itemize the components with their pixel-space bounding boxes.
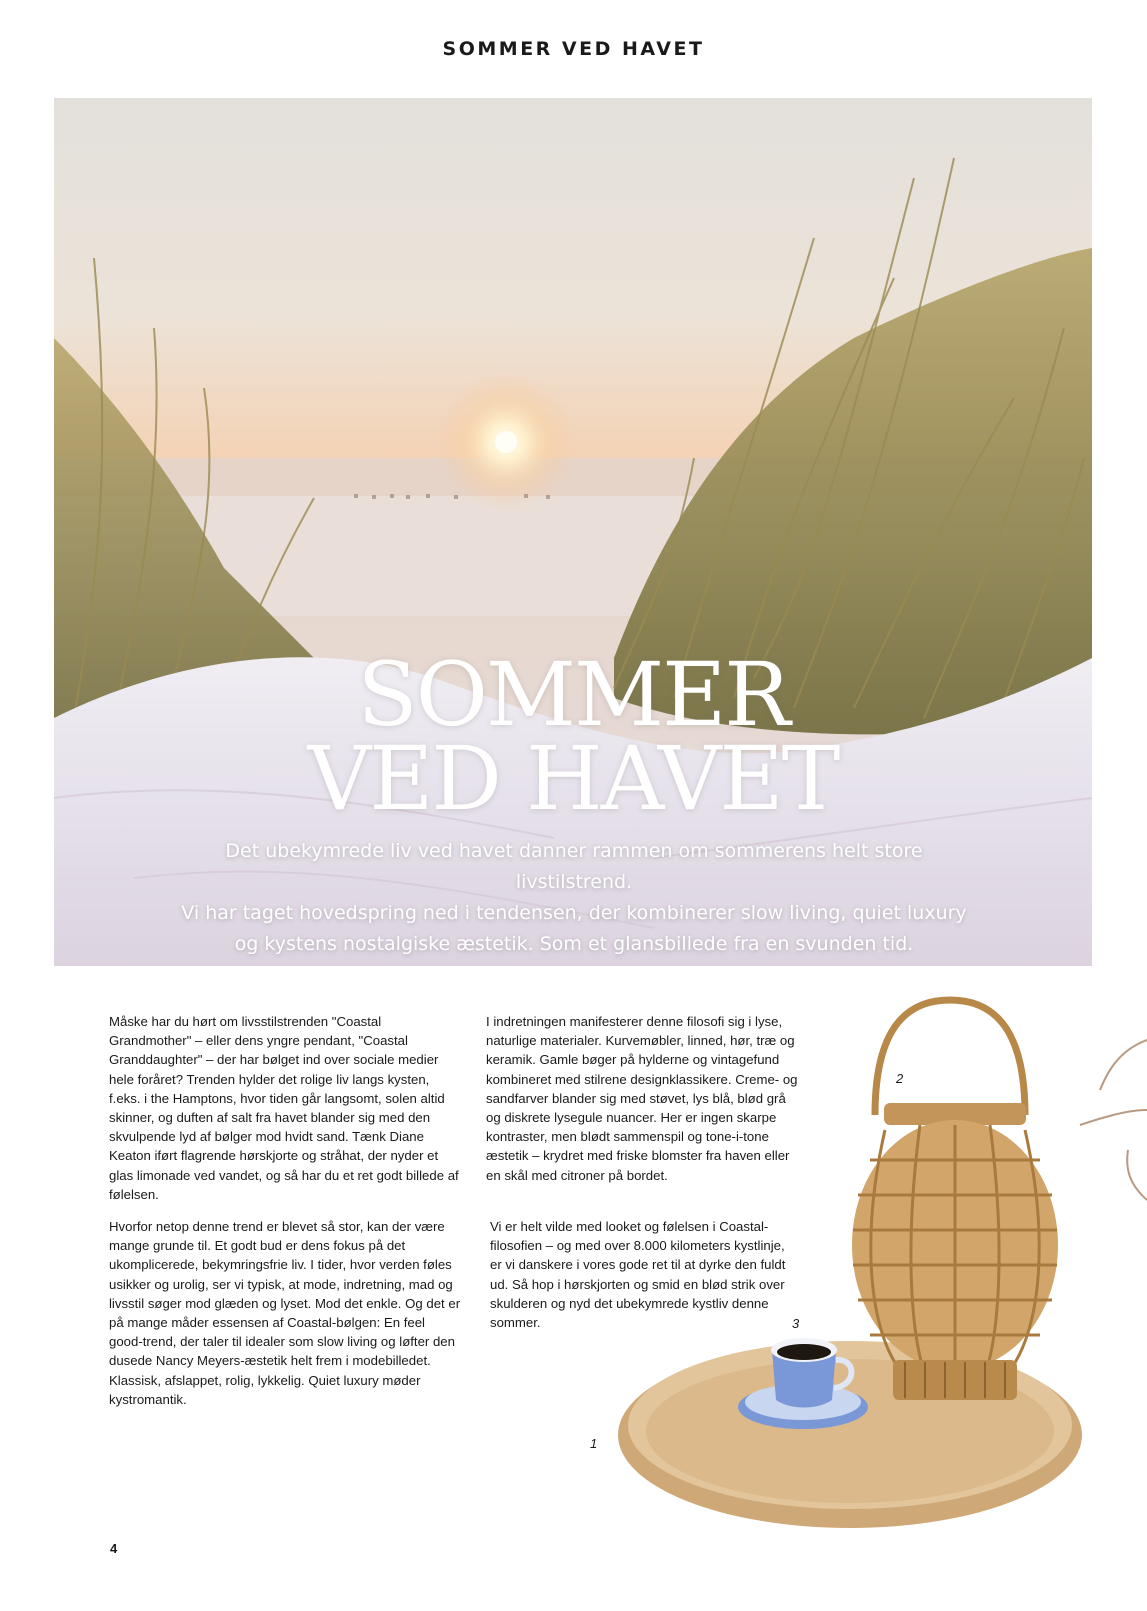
hero-lead-line-1: Det ubekymrede liv ved havet danner rammen om sommerens helt store livstilstrend. xyxy=(225,840,923,893)
hero-title-line-1: SOMMER xyxy=(357,643,789,746)
wooden-tray xyxy=(618,1341,1082,1528)
product-number-3: 3 xyxy=(792,1316,800,1331)
rattan-lantern xyxy=(852,1000,1058,1400)
hero-lead xyxy=(174,836,974,960)
dried-grass-decoration xyxy=(1080,1040,1147,1200)
hero-title-line-2: VED HAVET xyxy=(307,727,839,830)
hero-lead-line-2: Vi har taget hovedspring ned i tendensen, der kombinerer slow living, quiet luxury xyxy=(181,902,967,924)
hero-lead-line-3: og kystens nostalgiske æstetik. Som et glansbillede fra en svunden tid. xyxy=(234,933,914,955)
body-text: Vi er helt vilde med looket og følelsen i Coastal-filosofien – og med over 8.000 kilometers kystlinje, er vi danskere i vores gode ret til at dyrke den fuldt ud. Så hop i hørskjorten og smid en blød strik over skulderen og nyd det ubekymrede kystliv denne sommer. xyxy=(490,1219,786,1331)
page-number: 4 xyxy=(110,1541,118,1556)
product-number-1: 1 xyxy=(590,1436,598,1451)
body-column-1-paragraph-2 xyxy=(109,1217,461,1409)
body-column-1-paragraph-1 xyxy=(109,1012,461,1204)
running-head: SOMMER VED HAVET xyxy=(442,38,705,60)
hero-title xyxy=(54,643,1092,830)
body-column-2-paragraph-2 xyxy=(490,1217,790,1332)
body-text: Måske har du hørt om livsstilstrenden "Coastal Grandmother" – eller dens yngre pendant, "Coastal Granddaughter" – der har bølget ind over sociale medier hele foråret? Trenden hylder det rolige liv langs kysten, f.eks. i the Hamptons, hvor tiden går langsomt, solen altid skinner, og duften af salt fra havet blander sig med den skvulpende lyd af bølger mod hvidt sand. Tænk Diane Keaton iført flagrende hørskjorte og stråhat, der nyder et glas limonade ved vandet, og så har du et ret godt billede af følelsen. xyxy=(109,1014,459,1202)
product-number-2: 2 xyxy=(896,1071,904,1086)
coffee-cup-and-saucer xyxy=(738,1338,868,1429)
body-column-2-paragraph-1 xyxy=(486,1012,802,1185)
body-text: Hvorfor netop denne trend er blevet så stor, kan der være mange grunde til. Et godt bud er dens fokus på det ukomplicerede, bekymringsfrie liv. I tider, hvor verden føles usikker og urolig, ser vi typisk, at mode, indretning, mad og livsstil søger mod glæden og lyset. Mod det enkle. Og det er på mange måder essensen af Coastal-bølgen: En feel good-trend, der taler til idealer som slow living og løfter den dusede Nancy Meyers-æstetik helt frem i modebilledet. Klassisk, afslappet, rolig, lykkelig. Quiet luxury møder kystromantik. xyxy=(109,1219,461,1407)
body-text: I indretningen manifesterer denne filosofi sig i lyse, naturlige materialer. Kurvemøbler, linned, hør, træ og keramik. Gamle bøger på hylderne og vintagefund kombineret med stilrene designklassikere. Creme- og sandfarver blander sig med støvet, lys blå, blød grå og diskrete lysegule nuancer. Her er ingen skarpe kontraster, men blødt sammenspil og tone-i-tone æstetik – krydret med friske blomster fra haven eller en skål med citroner på bordet. xyxy=(486,1014,798,1183)
hero-image xyxy=(54,98,1092,966)
